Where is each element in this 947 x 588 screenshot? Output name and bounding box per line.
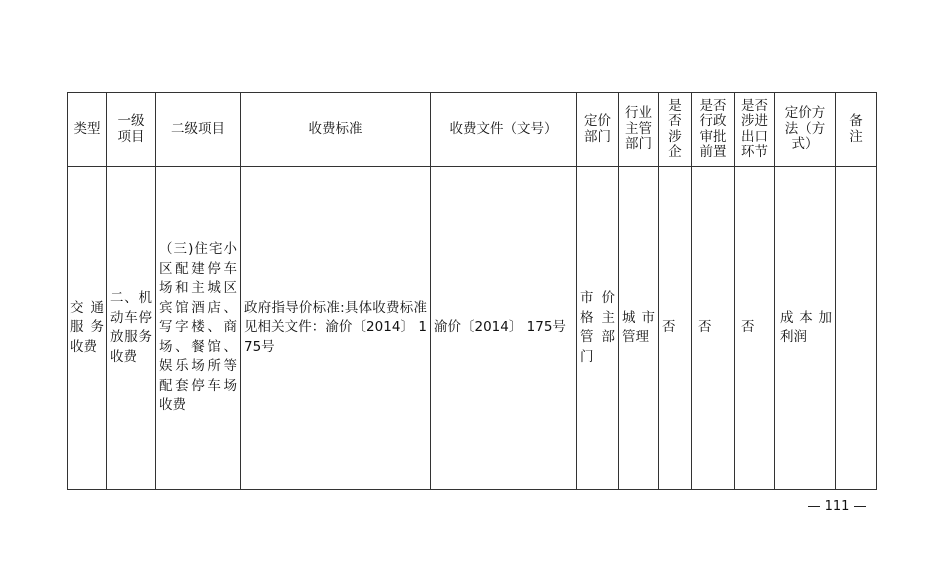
header-level2: 二级项目 <box>156 93 241 167</box>
cell-document: 渝价〔2014〕 175号 <box>431 167 577 490</box>
cell-type: 交通服务收费 <box>68 167 107 490</box>
fee-table <box>67 92 877 490</box>
cell-pricing-dept: 市价格主管部门 <box>577 167 619 490</box>
cell-pricing-method: 成本加利润 <box>775 167 836 490</box>
page-number-dash-right <box>854 506 866 507</box>
cell-standard: 政府指导价标准:具体收费标准见相关文件：渝价〔2014〕 175号 <box>241 167 431 490</box>
header-admin-approval: 是否行政审批前置 <box>692 93 735 167</box>
page-number <box>798 498 876 516</box>
header-standard: 收费标准 <box>241 93 431 167</box>
cell-involves-enterprise: 否 <box>659 167 692 490</box>
table-row <box>68 167 877 490</box>
cell-level2: （三)住宅小区配建停车场和主城区宾馆酒店、写字楼、商场、餐馆、娱乐场所等配套停车场收费 <box>156 167 241 490</box>
table-header-row <box>68 93 877 167</box>
header-remarks: 备注 <box>836 93 877 167</box>
page-number-dash-left <box>808 506 820 507</box>
header-level1: 一级项目 <box>107 93 156 167</box>
cell-industry-dept: 城市管理 <box>619 167 659 490</box>
header-type: 类型 <box>68 93 107 167</box>
header-import-export: 是否涉进出口环节 <box>735 93 775 167</box>
cell-level1: 二、机动车停放服务收费 <box>107 167 156 490</box>
cell-admin-approval: 否 <box>692 167 735 490</box>
header-involves-enterprise: 是否涉企 <box>659 93 692 167</box>
header-pricing-dept: 定价部门 <box>577 93 619 167</box>
header-document: 收费文件（文号） <box>431 93 577 167</box>
header-industry-dept: 行业主管部门 <box>619 93 659 167</box>
cell-remarks <box>836 167 877 490</box>
page-number-text: 111 <box>824 499 850 514</box>
header-pricing-method: 定价方法（方式） <box>775 93 836 167</box>
cell-import-export: 否 <box>735 167 775 490</box>
